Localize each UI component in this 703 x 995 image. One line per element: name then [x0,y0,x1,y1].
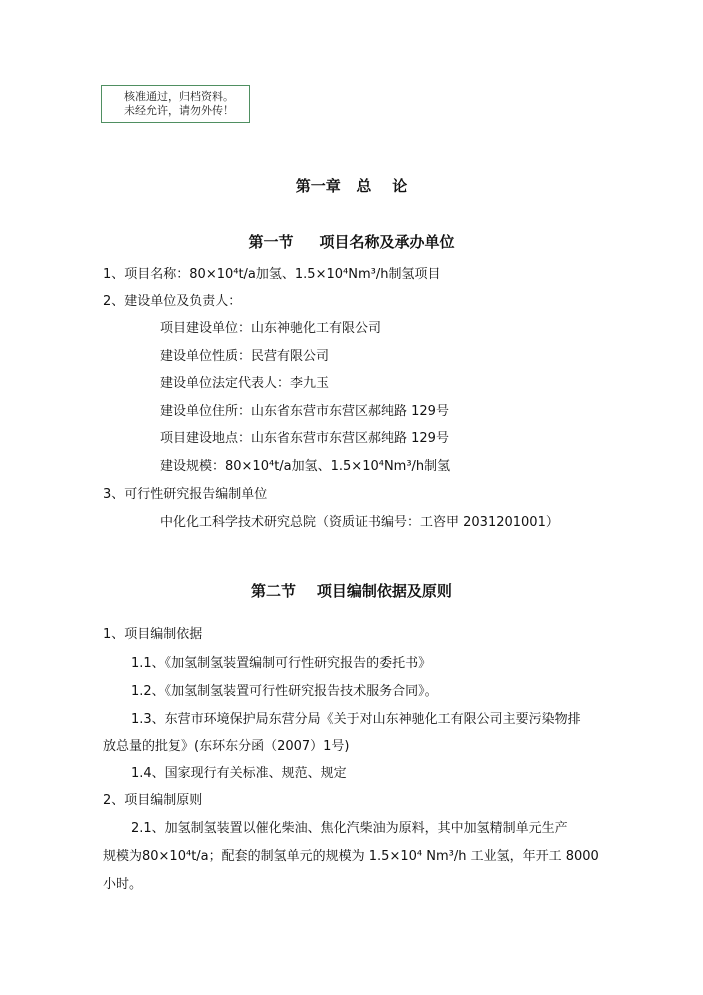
project-name-item: 1、项目名称：80×10⁴t/a加氢、1.5×10⁴Nm³/h制氢项目 [103,267,441,282]
stamp-line-2: 未经允许，请勿外传！ [124,104,234,117]
approval-stamp [101,85,250,123]
research-institute: 中化化工科学技术研究总院（资质证书编号：工咨甲 2031201001） [160,515,559,530]
basis-1-4: 1.4、国家现行有关标准、规范、规定 [131,766,347,781]
basis-1-3-line1: 1.3、东营市环境保护局东营分局《关于对山东神驰化工有限公司主要污染物排 [131,712,581,727]
construction-scale: 建设规模：80×10⁴t/a加氢、1.5×10⁴Nm³/h制氢 [160,459,451,474]
builder-heading: 2、建设单位及负责人： [103,294,242,309]
chapter-title: 第一章 总 论 [295,177,408,195]
stamp-line-1: 核准通过，归档资料。 [124,90,234,103]
unit-address: 建设单位住所：山东省东营市东营区郝纯路 129号 [160,404,449,419]
section1-title: 第一节 项目名称及承办单位 [248,233,455,251]
report-unit-heading: 3、可行性研究报告编制单位 [103,487,268,502]
principle-2-1-line3: 小时。 [103,877,143,892]
basis-1-2: 1.2、《加氢制氢装置可行性研究报告技术服务合同》。 [131,684,438,699]
basis-1-3-line2: 放总量的批复》(东环东分函（2007）1号) [103,739,350,754]
construction-site: 项目建设地点：山东省东营市东营区郝纯路 129号 [160,431,449,446]
construction-unit: 项目建设单位：山东神驰化工有限公司 [160,321,382,336]
principle-heading: 2、项目编制原则 [103,793,203,808]
section2-title: 第二节 项目编制依据及原则 [251,582,452,600]
principle-2-1-line1: 2.1、加氢制氢装置以催化柴油、焦化汽柴油为原料，其中加氢精制单元生产 [131,821,568,836]
basis-1-1: 1.1、《加氢制氢装置编制可行性研究报告的委托书》 [131,656,432,671]
principle-2-1-line2: 规模为80×10⁴t/a；配套的制氢单元的规模为 1.5×10⁴ Nm³/h 工业氢，年开工 8000 [103,849,599,864]
legal-representative: 建设单位法定代表人：李九玉 [160,376,330,391]
unit-nature: 建设单位性质：民营有限公司 [160,349,330,364]
basis-heading: 1、项目编制依据 [103,627,203,642]
